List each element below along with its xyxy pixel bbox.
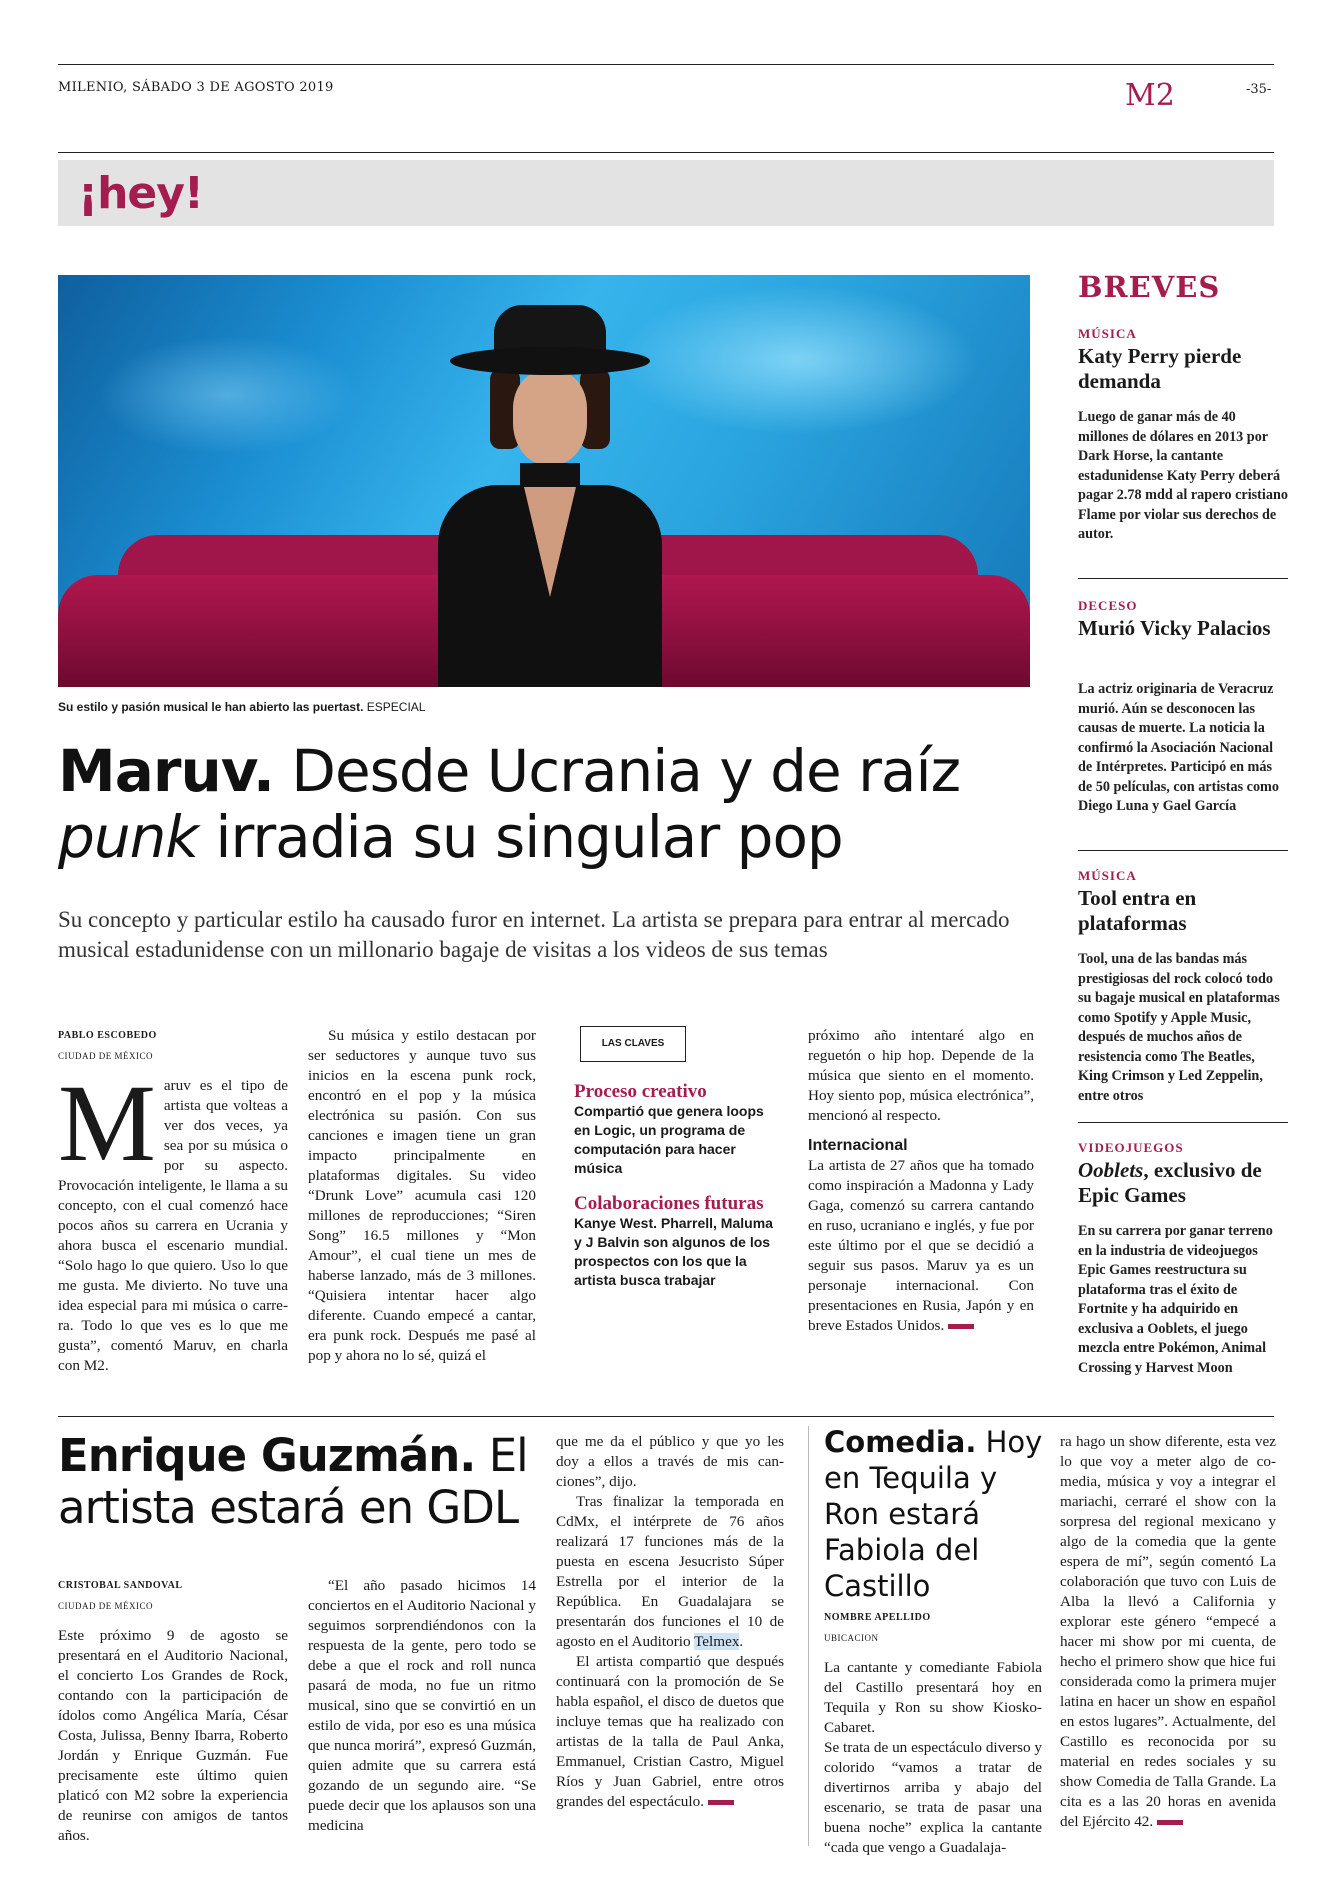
claves-list [574,1082,774,1290]
end-mark [708,1800,734,1805]
main-col-1-text: aruv es el tipo de artista que volteas a ver dos veces, ya sea por su música o por su aspecto. Provocación inteligente, le llama a su concepto, con el cual comenzó hace pocos años su carrera en Ucrania y ahora busca el escenario mundial. “Solo hago lo que quiero. Uso lo que me gusta. Me divierto. No tuve una idea especial para mi música o carrera. Todo lo que ves es lo que me gusta”, comentó Maruv, en charla con M2. [58,1077,288,1374]
main-col-2: Su música y estilo destacan por ser seductores y aunque tuvo sus inicios en la escena punk rock, encontró en el pop y la música electrónica su pasión. Con sus canciones e imagen tiene un gran impacto principalmente en plataformas digitales. Su video “Drunk Love” acumula casi 120 millones de reproducciones; “Siren Song” 16.5 millones y “Mon Amour”, el cual tiene un mes de haberse lanzado, más de 3 millones. “Quisiera intentar hacer algo diferente. Cuando empecé a cantar, era punk rock. Después me pasé al pop y ahora no lo sé, quizá el [308,1027,536,1364]
breve-4-category: VIDEOJUEGOS [1078,1140,1184,1155]
clave-2-title: Colaboraciones futuras [574,1193,764,1214]
breve-1-text: Luego de ganar más de 40 millones de dólares en 2013 por Dark Horse, la cantante estadunidense Katy Perry deberá pagar 2.78 mdd al rapero cristiano Flame por violar sus derechos de autor. [1078,409,1288,542]
section-divider [58,1416,1274,1417]
headline-italic: punk [58,803,198,871]
guzman-col-3-a: que me da el público y que yo les doy a ellos a través de mis canciones”, dijo. [556,1433,784,1490]
guzman-headline-keyword: Enrique Guzmán. [58,1429,476,1482]
main-col-4-body: La artista de 27 años que ha tomado como inspiración a Madonna y Lady Gaga, comenzó su carrera cantando en ruso, ucraniano e inglés, y fue por este último por el que se decidió a seguir sus pasos. Maruv ya es un personaje internacional. Con presentaciones en Rusia, Japón y en breve Estados Unidos. [808,1157,1034,1334]
photo-caption [58,700,425,714]
breve-4-headline-rest: , exclusivo de Epic Games [1078,1158,1262,1207]
breve-1-headline: Katy Perry pierde demanda [1078,344,1242,393]
section-label: ¡hey! [78,168,203,219]
breve-divider [1078,1122,1288,1123]
byline-name: CRISTOBAL SANDOVAL [58,1580,183,1591]
main-headline [58,738,1038,870]
breve-divider [1078,578,1288,579]
byline-place: CIUDAD DE MÉXICO [58,1051,153,1061]
byline-name: NOMBRE APELLIDO [824,1612,931,1623]
comedia-headline-rest: Hoy en Tequila y Ron estará Fabiola del Castillo [824,1425,1043,1603]
section-code: M2 [1125,78,1175,113]
headline-part-1: Desde Ucrania y de raíz [273,737,961,805]
guzman-col-3-b: Tras finalizar la temporada en CdMx, el intérprete de 76 años realizará 17 funciones más de la puesta en escena Jesucristo Súper Estrella por el interior de la República. En Guadalajara se presentarán dos funciones el 10 de agosto en el Auditorio [556,1493,784,1650]
caption-credit: ESPECIAL [366,700,426,714]
end-mark [1157,1820,1183,1825]
page-number: -35- [1246,82,1272,97]
breve-2-text: La actriz originaria de Veracruz murió. Aún se desconocen las causas de muerte. La noticia la confirmó la Asociación Nacional de Intérpretes. Participó en más de 50 películas, con artistas como Diego Luna y Gael García [1078,681,1279,814]
guzman-col-3-c: . [739,1633,744,1650]
section-band [58,160,1274,226]
main-photo [58,275,1030,687]
guzman-col-1-text: Este próximo 9 de agosto se presentará en el Auditorio Nacional, el concierto Los Grandes de Rock, contando con la participación de ídolos como Angélica María, César Costa, Julissa, Benny Ibarra, Roberto Jordán y Enrique Guzmán. Fue precisamente este último quien platicó con M2 sobre la experiencia de reunirse con amigos de tantos años. [58,1627,288,1844]
guzman-col-3-b-wrap [556,1492,784,1652]
main-col-1 [58,1026,288,1376]
subhead-internacional: Internacional [808,1137,908,1154]
breve-3-category: MÚSICA [1078,868,1137,883]
comedia-col-1-a: La cantante y comediante Fabiola del Castillo presentará hoy en Tequila y Ron su show Kiosko-Cabaret. [824,1659,1042,1736]
main-dek: Su concepto y particular estilo ha causado furor en internet. La artista se prepara para entrar al mercado musical estadunidense con un millonario bagaje de visitas a los videos de sus temas [58,907,1010,962]
headline-keyword: Maruv. [58,737,274,805]
breve-4-headline [1078,1158,1288,1208]
breve-1-category: MÚSICA [1078,326,1137,341]
claves-box: LAS CLAVES [580,1026,686,1062]
dropcap: M [58,1062,156,1184]
breve-4-text: En su carrera por ganar terreno en la industria de videojuegos Epic Games reestructura su plataforma tras el éxito de Fortnite y ha adquirido en exclusiva a Ooblets, el juego mezcla entre Pokémon, Animal Crossing y Harvest Moon [1078,1223,1273,1376]
guzman-col-3-d-wrap [556,1652,784,1812]
guzman-col-1 [58,1576,288,1846]
byline-place: CIUDAD DE MÉXICO [58,1601,153,1611]
main-col-4-top: próximo año intentaré algo en reguetón o hip hop. Depende de la música que siento en el momento. Hoy siento pop, música electrónica”, mencionó al respecto. [808,1027,1034,1124]
guzman-col-3 [556,1432,784,1812]
masthead-date: MILENIO, SÁBADO 3 DE AGOSTO 2019 [58,80,334,95]
guzman-headline-rest: El artista estará en GDL [58,1429,528,1534]
breve-3-headline: Tool entra en plataformas [1078,886,1197,935]
comedia-headline [824,1424,1054,1604]
comedia-col-1-b: Se trata de un espectáculo diverso y colorido “vamos a tratar de divertirnos arriba y abajo del escenario, se trata de pasar una buena noche” explica la cantante “cada que vengo a Guadalaja- [824,1739,1042,1856]
end-mark [948,1324,974,1329]
breve-4-headline-italic: Ooblets [1078,1158,1144,1182]
breves-title: BREVES [1078,270,1221,304]
breve-2-headline: Murió Vicky Palacios [1078,616,1271,640]
breve-2-category: DECESO [1078,598,1138,613]
caption-text: Su estilo y pasión musical le han abierto las puertast. [58,700,364,714]
masthead-rule [58,152,1274,153]
breve-divider [1078,850,1288,851]
guzman-col-3-d: El artista compartió que después continuará con la promoción de Se habla español, el disco de duetos que incluye temas que ha realizado con artistas de la talla de Paul Anka, Emmanuel, Cristian Castro, Miguel Ríos y Juan Gabriel, entre otros grandes del espectáculo. [556,1653,784,1810]
comedia-col-2-text: ra hago un show diferente, esta vez lo que voy a meter algo de comedia, música y voy a integrar el mariachi, cerraré el show con la sorpresa del regional mexicano y algo de la comedia que la gente espera de mí”, según comentó La colaboración que tuvo con Luis de Alba la llevó a California y explorar este género “empecé a hacer mi show por mi cuenta, de hecho el primero show que hice fui considerada como la primera mujer latina en hacer un show en español en estos lugares”. Actualmente, del Castillo es reconocida por su material en redes sociales y su show Comedia de Talla Grande. La cita es a las 20 horas en avenida del Ejército 42. [1060,1433,1276,1830]
breve-3-text: Tool, una de las bandas más prestigiosas del rock colocó todo su bagaje musical en plataformas como Spotify y Apple Music, después de muchos años de resistencia como The Beatles, King Crimson y Led Zeppelin, entre otros [1078,951,1280,1104]
clave-1-text: Compartió que genera loops en Logic, un programa de computación para hacer música [574,1103,764,1176]
clave-1-title: Proceso creativo [574,1081,707,1102]
byline-place: UBICACION [824,1633,879,1643]
main-col-4 [808,1026,1034,1336]
column-divider [808,1426,809,1846]
comedia-col-1 [824,1608,1042,1858]
comedia-col-2 [1060,1432,1276,1832]
guzman-col-2: “El año pasado hicimos 14 conciertos en el Auditorio Nacional y seguimos sorprendiéndonos con la respuesta de la gente, pero todo se debe a que el rock and roll nunca pasará de moda, no fue un ritmo musical, sino que se convirtió en un estilo de vida, por eso es una música que nunca morirá”, expresó Guzmán, quien admite que su carrera está gozando de un segundo aire. “Se puede decir que los aplausos son una medicina [308,1577,536,1834]
comedia-headline-keyword: Comedia. [824,1425,977,1459]
clave-2-text: Kanye West. Pharrell, Maluma y J Balvin son algunos de los prospectos con los que la artista busca trabajar [574,1215,773,1288]
guzman-headline [58,1430,548,1534]
highlighted-text: Telmex [694,1633,740,1650]
byline-name: PABLO ESCOBEDO [58,1030,157,1041]
top-rule [58,64,1274,65]
headline-part-2: irradia su singular pop [197,803,843,871]
